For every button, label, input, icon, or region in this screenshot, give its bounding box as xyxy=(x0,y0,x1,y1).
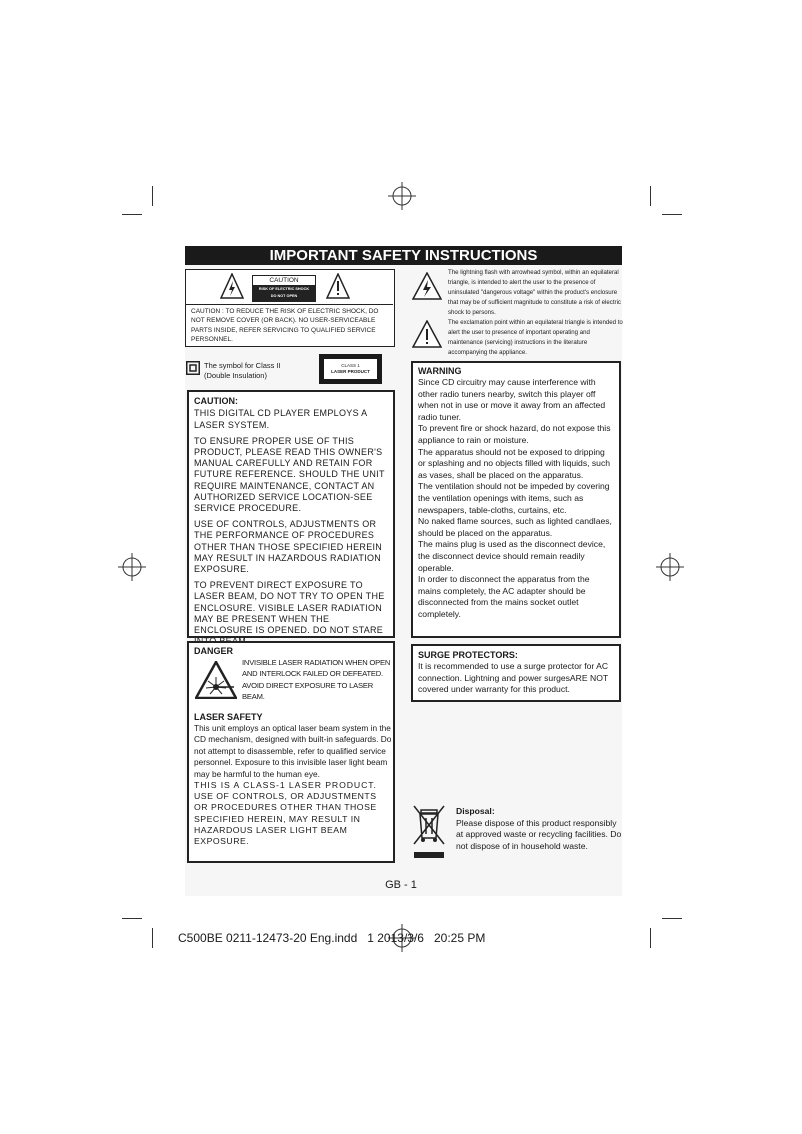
laser-safety-paragraph: This unit employs an optical laser beam system in the CD mechanism, designed with built-in safeguards. Do not attempt to disassemble, refer to qualified service personnel. Exposure to this invisible laser light beam may be harmful to the human eye. xyxy=(194,723,392,779)
shock-caution-box xyxy=(185,269,395,347)
danger-heading: DANGER xyxy=(194,646,234,656)
lightning-triangle-icon xyxy=(412,272,442,300)
caution-paragraph: TO ENSURE PROPER USE OF THIS PRODUCT, PLEASE READ THIS OWNER'S MANUAL CAREFULLY AND RETAIN FOR FUTURE REFERENCE. SHOULD THE UNIT REQUIRE MAINTENANCE, CONTACT AN AUTHORIZED SERVICE LOCATION-SEE SERVICE PROCEDURE. xyxy=(194,435,385,513)
caution-label-line2: DO NOT OPEN xyxy=(270,294,298,298)
crop-mark xyxy=(122,918,142,919)
surge-protectors-box xyxy=(411,644,621,702)
class2-line2: (Double Insulation) xyxy=(204,370,267,380)
caution-paragraph: THIS DIGITAL CD PLAYER EMPLOYS A LASER SYSTEM. xyxy=(194,408,367,430)
caution-label-line1: RISK OF ELECTRIC SHOCK xyxy=(258,287,310,291)
print-footer: C500BE 0211-12473-20 Eng.indd 1 2013/3/6 20:25 PM xyxy=(178,931,486,945)
shock-caution-text: CAUTION : TO REDUCE THE RISK OF ELECTRIC SHOCK, DO NOT REMOVE COVER (OR BACK). NO USER-SERVICEABLE PARTS INSIDE, REFER SERVICING TO QUALIFIED SERVICE PERSONNEL. xyxy=(191,308,379,343)
laser-safety-paragraph: USE OF CONTROLS, OR ADJUSTMENTS OR PROCEDURES OTHER THAN THOSE SPECIFIED HEREIN, MAY RESULT IN HAZARDOUS LASER LIGHT BEAM EXPOSURE. xyxy=(194,791,377,847)
disposal-heading: Disposal: xyxy=(456,806,495,816)
page-number: GB - 1 xyxy=(385,879,417,891)
caution-heading: CAUTION: xyxy=(194,396,238,406)
weee-crossed-bin-icon xyxy=(412,804,446,860)
caution-box xyxy=(187,390,395,638)
double-insulation-icon xyxy=(186,361,200,375)
crop-mark xyxy=(650,186,651,206)
laser-safety-paragraph: THIS IS A CLASS-1 LASER PRODUCT. xyxy=(194,780,377,791)
exclamation-explanation: The exclamation point within an equilateral triangle is intended to alert the user to presence of important operating and maintenance (servicing) instructions in the literature accompanying the appliance. xyxy=(448,319,623,357)
warning-paragraph: The apparatus should not be exposed to dripping or splashing and no objects filled with liquids, such as vases, shall be placed on the apparatus. xyxy=(418,446,611,480)
caution-label-area xyxy=(186,270,393,305)
exclamation-triangle-icon xyxy=(326,273,350,299)
warning-heading: WARNING xyxy=(418,366,462,376)
class2-line1: The symbol for Class II xyxy=(204,361,281,370)
laser-hazard-icon xyxy=(195,661,237,699)
surge-heading: SURGE PROTECTORS: xyxy=(418,650,518,660)
laser-label-line2: LASER PRODUCT xyxy=(331,369,370,374)
surge-text: It is recommended to use a surge protector for AC connection. Lightning and power surgesARE NOT covered under warranty for this product. xyxy=(418,661,609,694)
crop-mark xyxy=(152,186,153,206)
warning-paragraph: Since CD circuitry may cause interference with other radio tuners nearby, switch this player off when not in use or move it away from an affected radio tuner. xyxy=(418,377,606,422)
crop-mark xyxy=(662,214,682,215)
laser-label-line1: CLASS 1 xyxy=(341,363,360,368)
laser-product-label xyxy=(319,354,382,384)
lightning-explanation: The lightning flash with arrowhead symbol, within an equilateral triangle, is intended to alert the user to the presence of uninsulated "dangerous voltage" within the product's enclosure that may be of sufficient magnitude to constitute a risk of electric shock to persons. xyxy=(448,269,621,317)
crop-mark xyxy=(152,928,153,948)
warning-paragraph: To prevent fire or shock hazard, do not expose this appliance to rain or moisture. xyxy=(418,423,611,445)
class2-text xyxy=(204,361,281,380)
crop-mark xyxy=(662,918,682,919)
warning-box xyxy=(411,361,621,638)
exclamation-triangle-icon xyxy=(412,320,442,348)
registration-mark xyxy=(388,182,416,210)
laser-safety-section xyxy=(194,711,393,847)
crop-mark xyxy=(122,214,142,215)
warning-paragraph: In order to disconnect the apparatus from the mains completely, the AC adapter should be disconnected from the mains socket outlet completely. xyxy=(418,574,590,619)
disposal-section xyxy=(456,806,626,852)
disposal-text: Please dispose of this product responsibly at approved waste or recycling facilities. Do not dispose of in household waste. xyxy=(456,817,622,851)
laser-safety-heading: LASER SAFETY xyxy=(194,712,263,722)
crop-mark xyxy=(650,928,651,948)
lightning-triangle-icon xyxy=(220,273,244,299)
registration-mark xyxy=(118,553,146,581)
caution-label xyxy=(252,275,316,302)
warning-paragraph: No naked flame sources, such as lighted candlaes, should be placed on the apparatus. xyxy=(418,516,612,538)
registration-mark xyxy=(656,553,684,581)
caution-label-body xyxy=(253,286,315,301)
caution-paragraph: USE OF CONTROLS, ADJUSTMENTS OR THE PERFORMANCE OF PROCEDURES OTHER THAN THOSE SPECIFIED HEREIN MAY RESULT IN HAZARDOUS RADIATION EXPOSURE. xyxy=(194,519,383,574)
laser-product-label-inner xyxy=(324,359,377,379)
danger-box xyxy=(187,641,395,863)
caution-paragraph: TO PREVENT DIRECT EXPOSURE TO LASER BEAM, DO NOT TRY TO OPEN THE ENCLOSURE. VISIBLE LASER RADIATION MAY BE PRESENT WHEN THE ENCLOSURE IS OPENED. DO NOT STARE xyxy=(194,580,385,635)
warning-paragraph: The ventilation should not be impeded by covering the ventilation openings with items, such as newspapers, table-cloths, curtains, etc. xyxy=(418,481,610,515)
danger-text: INVISIBLE LASER RADIATION WHEN OPEN AND INTERLOCK FAILED OR DEFEATED. AVOID DIRECT EXPOSURE TO LASER BEAM. xyxy=(242,658,391,701)
warning-paragraph: The mains plug is used as the disconnect device, the disconnect device should remain readily operable. xyxy=(418,539,606,573)
caution-label-top: CAUTION xyxy=(253,276,315,286)
page-title: IMPORTANT SAFETY INSTRUCTIONS xyxy=(185,246,622,265)
